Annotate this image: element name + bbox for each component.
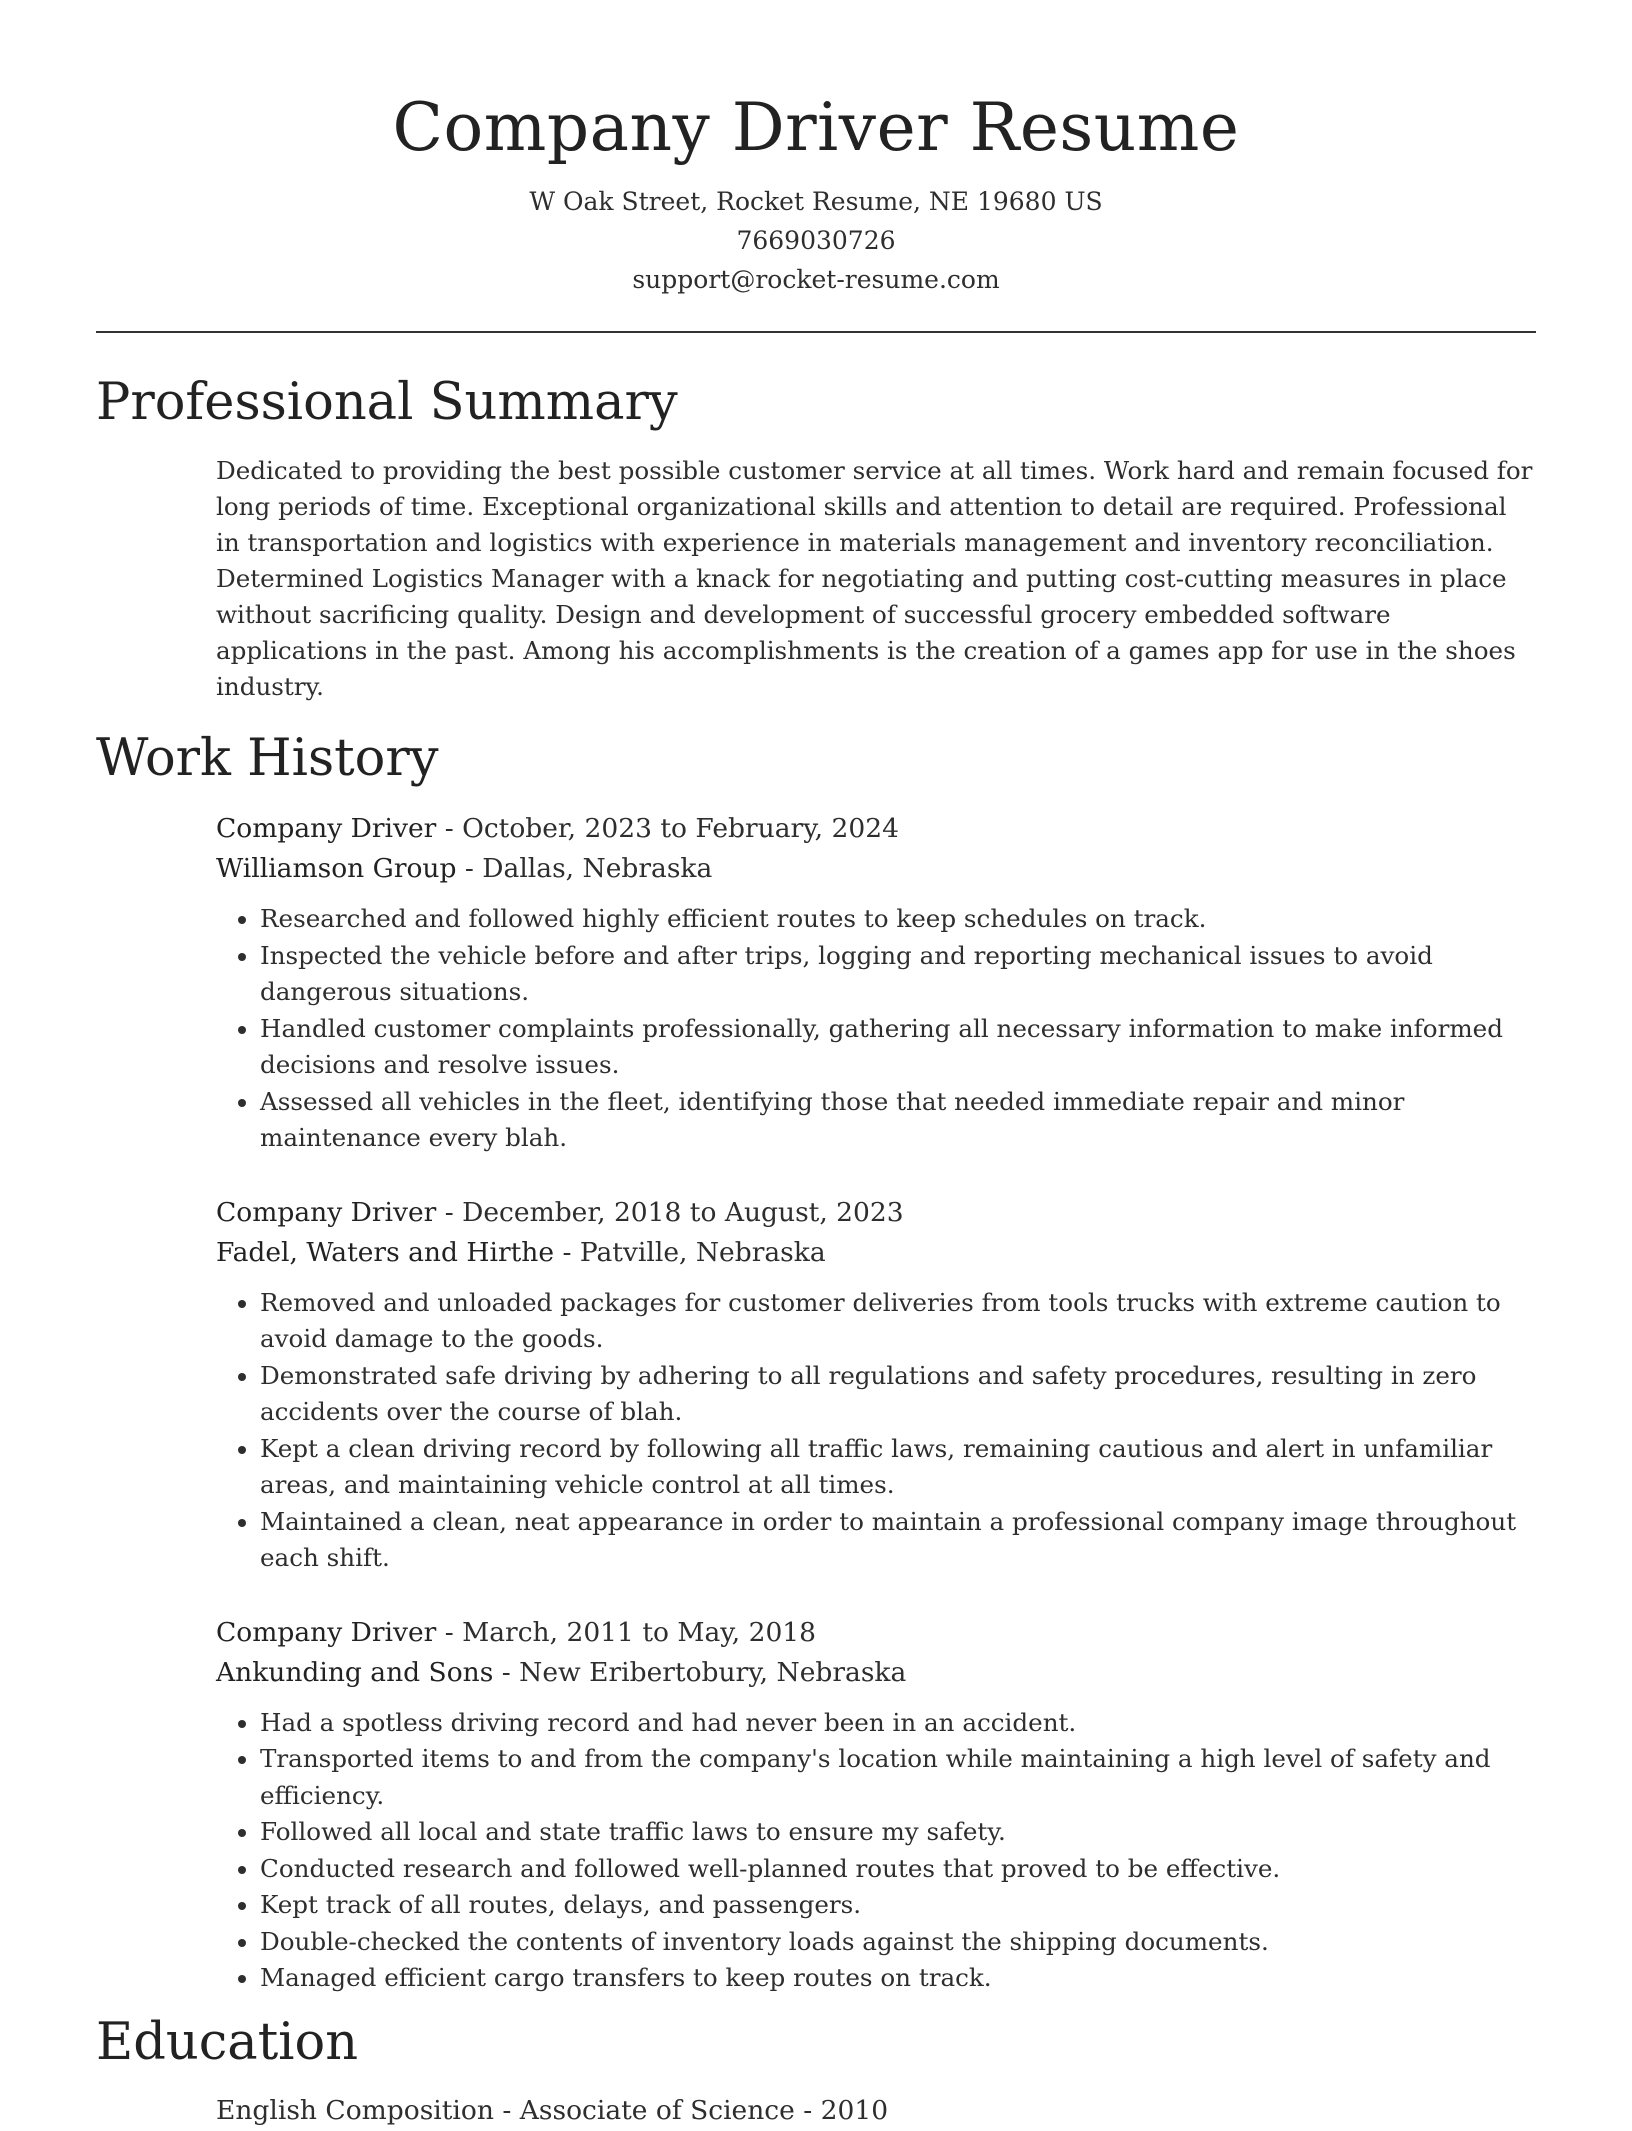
job-company: Fadel, Waters and Hirthe [216,1236,555,1268]
job-position: Company Driver [216,1616,437,1648]
job-bullet: • Double-checked the contents of inventory loads against the shipping documents. [260,1924,1536,1961]
job-company-line [216,1653,1536,1693]
resume-page [96,0,1536,2131]
job-location: Patville, Nebraska [579,1236,826,1268]
job-bullet: • Removed and unloaded packages for customer deliveries from tools trucks with extreme caution to avoid damage to the goods. [260,1285,1536,1358]
job-dates: October, 2023 to February, 2024 [462,813,899,844]
job-separator: - [436,1616,463,1648]
job-company: Ankunding and Sons [216,1656,494,1688]
job-entry [216,1613,1536,1997]
job-bullet: • Managed efficient cargo transfers to keep routes on track. [260,1960,1536,1997]
contact-phone: 7669030726 [736,226,896,255]
job-dates: March, 2011 to May, 2018 [462,1616,817,1648]
job-location: Dallas, Nebraska [482,853,713,884]
job-separator: - [493,1656,520,1688]
job-bullet: • Demonstrated safe driving by adhering to all regulations and safety procedures, resulting in zero accidents over the course of blah. [260,1358,1536,1431]
job-bullet: • Transported items to and from the company's location while maintaining a high level of safety and efficiency. [260,1741,1536,1814]
job-title-line [216,1613,1536,1653]
job-position: Company Driver [216,1196,437,1228]
job-title-line [216,809,1536,849]
job-entry [216,1193,1536,1577]
job-location: New Eribertobury, Nebraska [519,1656,907,1688]
education-separator: - [794,2094,821,2126]
resume-title: Company Driver Resume [392,89,1240,166]
work-history-list [216,809,1536,1997]
contact-address: W Oak Street, Rocket Resume, NE 19680 US [529,187,1103,216]
job-bullet: • Inspected the vehicle before and after trips, logging and reporting mechanical issues to avoid dangerous situations. [260,938,1536,1011]
work-history-heading: Work History [96,729,439,788]
contact-email: support@rocket-resume.com [632,265,1000,294]
job-bullet: • Kept a clean driving record by following all traffic laws, remaining cautious and alert in unfamiliar areas, and maintaining vehicle control at all times. [260,1431,1536,1504]
job-bullet: • Maintained a clean, neat appearance in order to maintain a professional company image throughout each shift. [260,1504,1536,1577]
education-entry [216,2091,1536,2131]
education-field: English Composition [216,2094,494,2126]
summary-text: Dedicated to providing the best possible customer service at all times. Work hard and remain focused for long periods of time. Exceptional organizational skills and attention to detail are required. Professional in transportation and logistics with experience in materials management and inventory reconciliation. Determined Logistics Manager with a knack for negotiating and putting cost-cutting measures in place without sacrificing quality. Design and development of successful grocery embedded software applications in the past. Among his accomplishments is the creation of a games app for use in the shoes industry. [216,456,1533,701]
job-company-line [216,849,1536,889]
job-bullets [216,901,1536,1157]
job-bullets [216,1285,1536,1577]
education-separator: - [493,2094,520,2126]
job-bullet: • Kept track of all routes, delays, and passengers. [260,1887,1536,1924]
job-title-line [216,1193,1536,1233]
header-divider [96,331,1536,333]
summary-heading: Professional Summary [96,373,678,432]
job-bullet: • Followed all local and state traffic laws to ensure my safety. [260,1814,1536,1851]
job-bullet: • Conducted research and followed well-planned routes that proved to be effective. [260,1851,1536,1888]
job-position: Company Driver [216,813,437,844]
job-company-line [216,1233,1536,1273]
job-bullets [216,1705,1536,1997]
job-bullet: • Assessed all vehicles in the fleet, identifying those that needed immediate repair and minor maintenance every blah. [260,1084,1536,1157]
job-separator: - [436,1196,463,1228]
job-separator: - [554,1236,580,1268]
education-list [216,2091,1536,2131]
job-bullet: • Had a spotless driving record and had never been in an accident. [260,1705,1536,1742]
job-separator: - [436,813,463,844]
job-entry [216,809,1536,1157]
job-bullet: • Researched and followed highly efficient routes to keep schedules on track. [260,901,1536,938]
job-bullet: • Handled customer complaints professionally, gathering all necessary information to make informed decisions and resolve issues. [260,1011,1536,1084]
education-heading: Education [96,2012,359,2072]
job-company: Williamson Group [216,853,457,884]
contact-block [96,182,1536,299]
education-year: 2010 [820,2094,889,2126]
education-degree: Associate of Science [519,2094,795,2126]
job-dates: December, 2018 to August, 2023 [462,1196,904,1228]
job-separator: - [456,853,483,884]
